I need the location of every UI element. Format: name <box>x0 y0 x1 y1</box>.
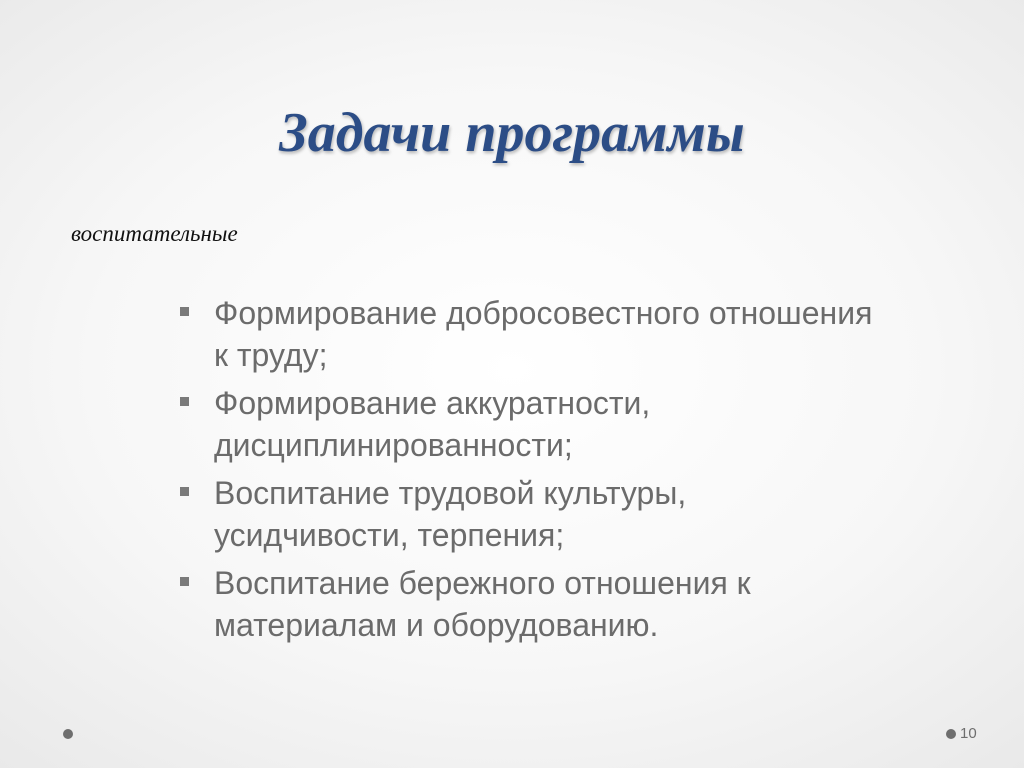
page-number: 10 <box>960 725 977 742</box>
list-item <box>177 562 877 646</box>
square-bullet-icon <box>180 577 189 586</box>
bullet-text: Формирование аккуратности, дисциплинированности; <box>214 385 651 463</box>
slide-title: Задачи программы <box>279 102 745 164</box>
bullet-text: Воспитание бережного отношения к материалам и оборудованию. <box>214 565 751 643</box>
bullet-list <box>177 292 877 652</box>
square-bullet-icon <box>180 487 189 496</box>
bullet-text: Формирование добросовестного отношения к труду; <box>214 295 873 373</box>
list-item <box>177 292 877 376</box>
bullet-text: Воспитание трудовой культуры, усидчивости, терпения; <box>214 475 687 553</box>
footer-left-dot-icon <box>63 729 73 739</box>
list-item <box>177 382 877 466</box>
footer-right-dot-icon <box>946 729 956 739</box>
square-bullet-icon <box>180 397 189 406</box>
list-item <box>177 472 877 556</box>
slide-subtitle: воспитательные <box>71 221 238 246</box>
square-bullet-icon <box>180 307 189 316</box>
